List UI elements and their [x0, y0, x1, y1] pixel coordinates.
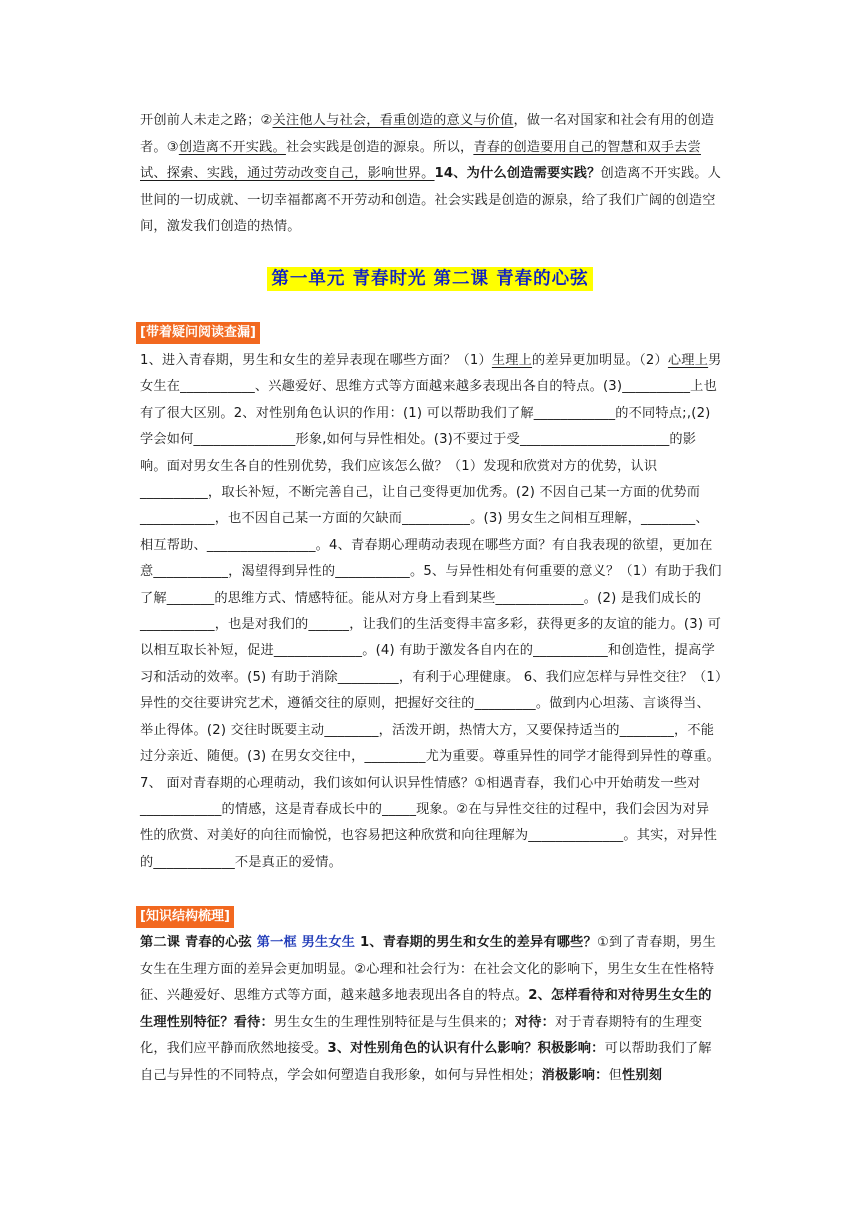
- question-heading: 1、青春期的男生和女生的差异有哪些？: [359, 935, 597, 950]
- text-run: 开创前人未走之路；②: [140, 113, 273, 128]
- knowledge-structure-paragraph: [140, 930, 722, 1089]
- bold-label: 消极影响：: [541, 1067, 609, 1083]
- text-run: 社会实践是创造的源泉。所以，: [285, 139, 474, 155]
- bold-text: 性别刻: [621, 1067, 663, 1083]
- text-run: ①到了青春期，男生女生在生理方面的差异会更加明显。②心理和社会行为：在社会文化的影响下，男生女生在性格特征、兴趣爱好、思维方式等方面，越来越多地表现出各自的特点。: [140, 935, 717, 1003]
- unit-title-text: 第一单元 青春时光 第二课 青春的心弦: [267, 267, 592, 291]
- lesson-heading: 第二课 青春的心弦: [140, 935, 257, 950]
- question-heading: 3、对性别角色的认识有什么影响？积极影响：: [327, 1041, 605, 1056]
- text-run: 1、进入青春期，男生和女生的差异表现在哪些方面？（1）: [140, 353, 492, 368]
- section-tag-review: [带着疑问阅读查漏]: [136, 322, 260, 344]
- text-run: 男生女生的生理性别特征是与生俱来的；: [273, 1014, 515, 1030]
- section-tag-structure: [知识结构梳理]: [136, 906, 234, 928]
- text-run: 创造离不开实践。人世间的一切成就、一切幸福都离不开劳动和创造。社会实践是创造的源泉，给了我们广阔的创造空间，激发我们创造的热情。: [140, 166, 722, 234]
- underlined-text: 心理上: [667, 353, 709, 368]
- unit-title: [0, 265, 860, 290]
- underlined-text: 生理上: [491, 353, 533, 368]
- underlined-text: 关注他人与社会，看重创造的意义与价值: [272, 113, 514, 128]
- fill-in-text: 男女生在___________、兴趣爱好、思维方式等方面越来越多表现出各自的特点。(3)__________上也有了很大区别。2、对性别角色认识的作用：(1) 可以帮助我们了解____________的不同特点;,(2)学会如何_______________形象,如何与异性相处。(3)不要过于受______________________的影响。面对男女生各自的性别优势，我们应该怎么做？（1）发现和欣赏对方的优势，认识__________，取长补短，不断完善自己，让自己变得更加优秀。(2) 不因自己某一方面的优势而___________，也不因自己某一方面的欠缺而__________。(3) 男女生之间相互理解，________、相互帮助、________________。4、青春期心理萌动表现在哪些方面？有自我表现的欲望，更加在意___________，渴望得到异性的___________。5、与异性相处有何重要的意义？（1）有助于我们了解_______的思维方式、情感特征。能从对方身上看到某些_____________。(2) 是我们成长的___________，也是对我们的______，让我们的生活变得丰富多彩，获得更多的友谊的能力。(3) 可以相互取长补短，促进_____________。(4) 有助于激发各自内在的___________和创造性，提高学习和活动的效率。(5) 有助于消除_________，有利于心理健康。 6、我们应怎样与异性交往？（1）异性的交往要讲究艺术，遵循交往的原则，把握好交往的_________。做到内心坦荡、言谈得当、举止得体。(2) 交往时既要主动________，活泼开朗，热情大方，又要保持适当的________，不能过分亲近、随便。(3) 在男女交往中，_________尤为重要。尊重异性的同学才能得到异性的尊重。7、 面对青春期的心理萌动，我们该如何认识异性情感？①相遇青春，我们心中开始萌发一些对____________的情感，这是青春成长中的_____现象。②在与异性交往的过程中，我们会因为对异性的欣赏、对美好的向往而愉悦，也容易把这种欣赏和向往理解为______________。其实，对异性的____________不是真正的爱情。: [140, 353, 722, 870]
- question-heading: 2、怎样看待和对待男生女生的生理性别特征？看待：: [140, 988, 712, 1030]
- text-run: 可以帮助我们了解自己与异性的不同特点，学会如何塑造自我形象，如何与异性相处；: [140, 1041, 712, 1083]
- underlined-text: 创造离不开实践。: [178, 139, 286, 155]
- text-run: ，做一名对国家和社会有用的创造者。③: [140, 113, 715, 155]
- text-run: 对于青春期特有的生理变化，我们应平静而欣然地接受。: [140, 1014, 703, 1056]
- question-heading: 14、为什么创造需要实践？: [434, 166, 601, 181]
- frame-heading: 第一框 男生女生: [256, 935, 360, 950]
- underlined-text: 青春的创造要用自己的智慧和双手去尝试、探索、实践，通过劳动改变自己，影响世界。: [140, 139, 701, 181]
- intro-paragraph: [140, 108, 722, 241]
- text-run: 但: [608, 1067, 622, 1083]
- bold-label: 对待：: [514, 1014, 556, 1030]
- text-run: 的差异更加明显。（2）: [532, 353, 668, 368]
- review-questions-paragraph: [140, 348, 722, 876]
